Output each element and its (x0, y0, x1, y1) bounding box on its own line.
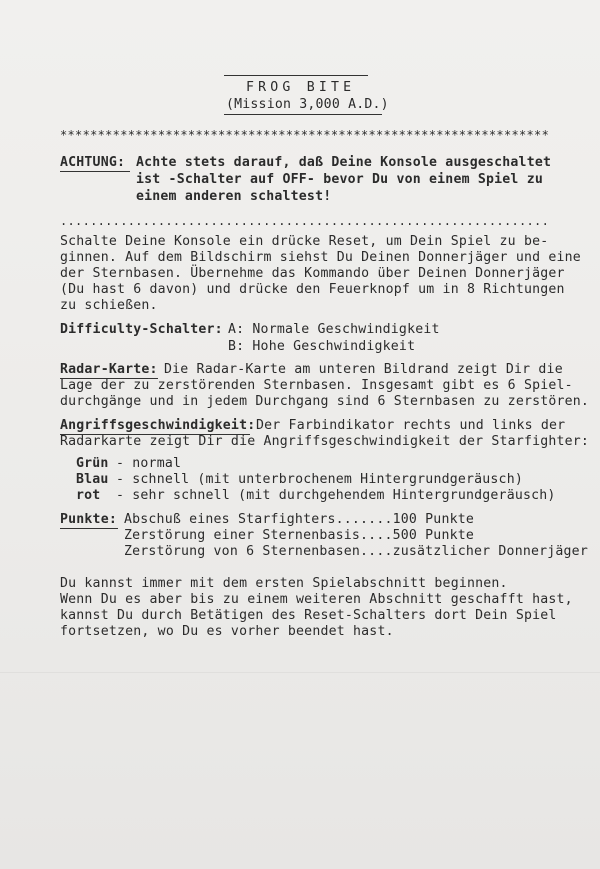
subtitle-underline (224, 114, 382, 115)
outro-line: Du kannst immer mit dem ersten Spielabschnitt beginnen. (60, 576, 508, 591)
outro-line: kannst Du durch Betätigen des Reset-Schalters dort Dein Spiel (60, 608, 557, 623)
achtung-label: ACHTUNG: (60, 155, 126, 170)
achtung-line: Achte stets darauf, daß Deine Konsole ausgeschaltet (136, 155, 552, 170)
intro-line: zu schießen. (60, 298, 158, 313)
points-line: Zerstörung einer Sternenbasis....500 Punkte (124, 528, 475, 543)
game-title: FROG BITE (246, 80, 356, 95)
points-line: Zerstörung von 6 Sternenbasen....zusätzlicher Donnerjäger (124, 544, 588, 559)
intro-line: der Sternbasen. Übernehme das Kommando über Deinen Donnerjäger (60, 266, 565, 281)
speed-desc: - schnell (mit unterbrochenem Hintergrundgeräusch) (116, 472, 523, 487)
speed-line: Der Farbindikator rechts und links der (256, 418, 566, 433)
radar-line: Die Radar-Karte am unteren Bildrand zeigt Dir die (164, 362, 563, 377)
achtung-line: ist -Schalter auf OFF- bevor Du von einem Spiel zu (136, 172, 543, 187)
outro-line: Wenn Du es aber bis zu einem weiteren Abschnitt geschafft hast, (60, 592, 573, 607)
speed-color: Grün (76, 456, 109, 471)
speed-color: Blau (76, 472, 109, 487)
difficulty-b: B: Hohe Geschwindigkeit (228, 339, 416, 354)
speed-label: Angriffsgeschwindigkeit: (60, 418, 256, 433)
outro-line: fortsetzen, wo Du es vorher beendet hast. (60, 624, 394, 639)
dot-separator: ................................................................. (60, 215, 550, 227)
intro-line: ginnen. Auf dem Bildschirm siehst Du Deinen Donnerjäger und eine (60, 250, 581, 265)
star-separator: ***************************************************************** (60, 128, 550, 142)
points-line: Abschuß eines Starfighters.......100 Punkte (124, 512, 475, 527)
speed-color: rot (76, 488, 101, 503)
radar-line: durchgänge und in jedem Durchgang sind 6 Sternbasen zu zerstören. (60, 394, 590, 409)
radar-line: Lage der zu zerstörenden Sternbasen. Insgesamt gibt es 6 Spiel- (60, 378, 573, 393)
intro-line: Schalte Deine Konsole ein drücke Reset, um Dein Spiel zu be- (60, 234, 549, 249)
speed-desc: - sehr schnell (mit durchgehendem Hintergrundgeräusch) (116, 488, 556, 503)
radar-label: Radar-Karte: (60, 362, 158, 377)
game-subtitle: (Mission 3,000 A.D.) (226, 97, 389, 112)
intro-line: (Du hast 6 davon) und drücke den Feuerknopf um in 8 Richtungen (60, 282, 565, 297)
difficulty-a: A: Normale Geschwindigkeit (228, 322, 440, 337)
achtung-line: einem anderen schaltest! (136, 189, 332, 204)
difficulty-label: Difficulty-Schalter: (60, 322, 223, 337)
achtung-underline (60, 171, 130, 172)
paper-fold (0, 672, 600, 673)
points-label: Punkte: (60, 512, 117, 527)
points-underline (60, 528, 118, 529)
speed-desc: - normal (116, 456, 182, 471)
title-rule (224, 75, 368, 76)
speed-line: Radarkarte zeigt Dir die Angriffsgeschwindigkeit der Starfighter: (60, 434, 590, 449)
